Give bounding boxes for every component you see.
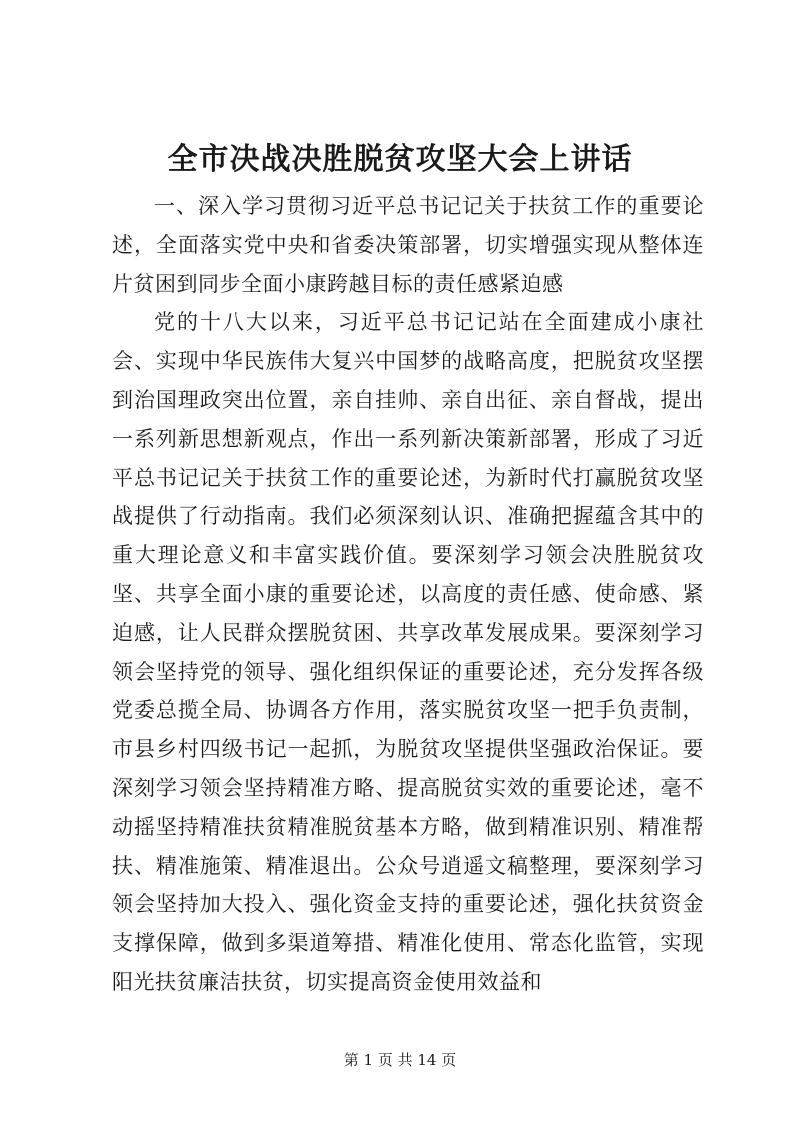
document-title: 全市决战决胜脱贫攻坚大会上讲话: [167, 142, 633, 177]
page-footer: 第 1 页 共 14 页: [343, 1051, 457, 1069]
document-body: [112, 187, 704, 1002]
paragraph-heading: 一、深入学习贯彻习近平总书记记关于扶贫工作的重要论述，全面落实党中央和省委决策部署，切实增强实现从整体连片贫困到同步全面小康跨越目标的责任感紧迫感: [112, 194, 704, 296]
paragraph-body: 党的十八大以来，习近平总书记记站在全面建成小康社会、实现中华民族伟大复兴中国梦的战略高度，把脱贫攻坚摆到治国理政突出位置，亲自挂帅、亲自出征、亲自督战，提出一系列新思想新观点，作出一系列新决策新部署，形成了习近平总书记记关于扶贫工作的重要论述，为新时代打赢脱贫攻坚战提供了行动指南。我们必须深刻认识、准确把握蕴含其中的重大理论意义和丰富实践价值。要深刻学习领会决胜脱贫攻坚、共享全面小康的重要论述，以高度的责任感、使命感、紧迫感，让人民群众摆脱贫困、共享改革发展成果。要深刻学习领会坚持党的领导、强化组织保证的重要论述，充分发挥各级党委总揽全局、协调各方作用，落实脱贫攻坚一把手负责制，市县乡村四级书记一起抓，为脱贫攻坚提供坚强政治保证。要深刻学习领会坚持精准方略、提高脱贫实效的重要论述，毫不动摇坚持精准扶贫精准脱贫基本方略，做到精准识别、精准帮扶、精准施策、精准退出。公众号逍遥文稿整理，要深刻学习领会坚持加大投入、强化资金支持的重要论述，强化扶贫资金支撑保障，做到多渠道筹措、精准化使用、常态化监管，实现阳光扶贫廉洁扶贫，切实提高资金使用效益和: [112, 310, 704, 994]
